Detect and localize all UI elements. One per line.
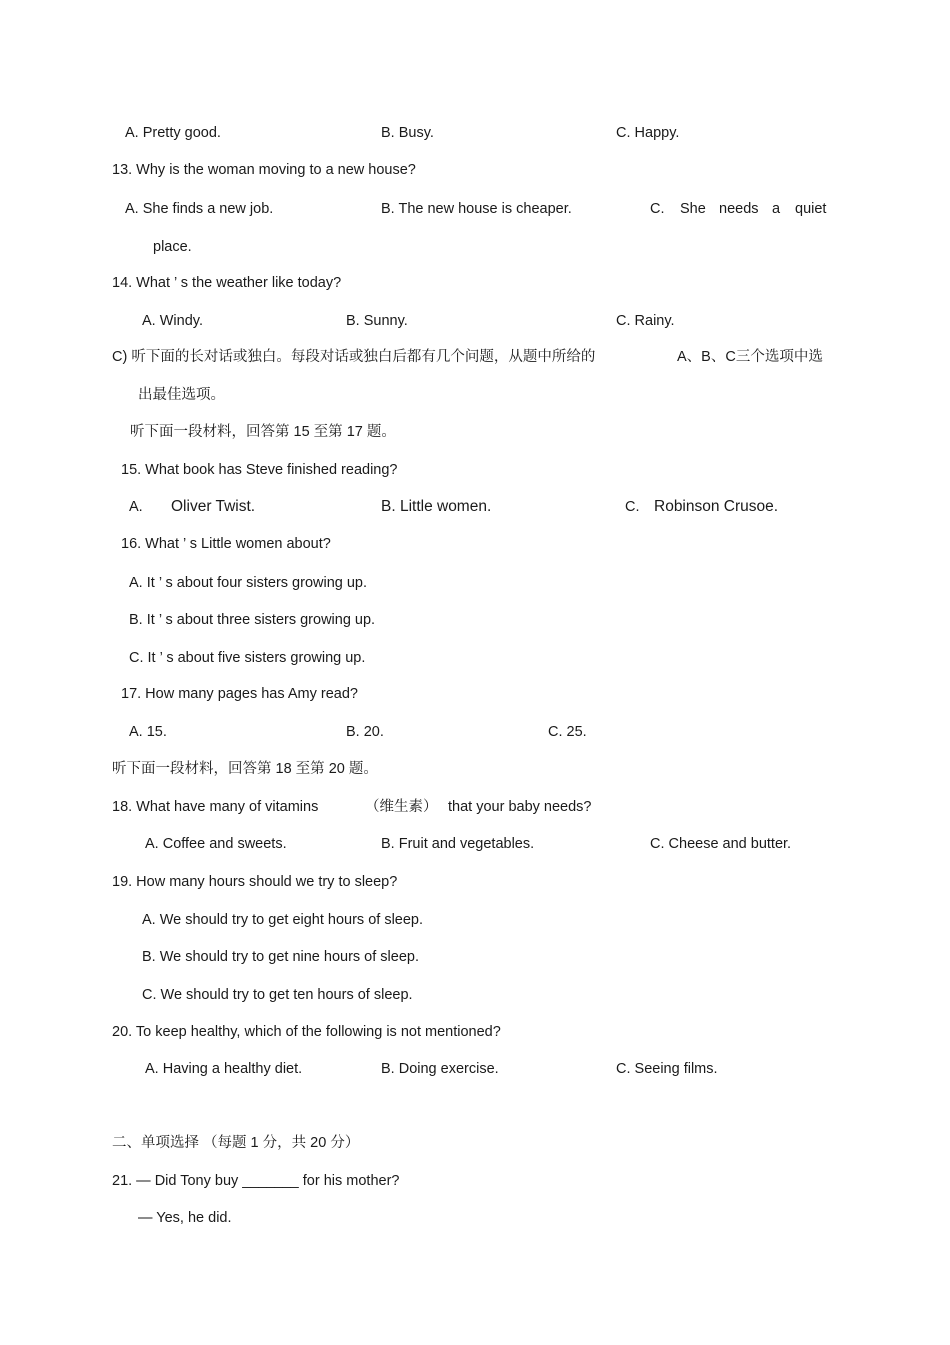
- group-intro: 听下面一段材料，回答第 18 至第 20 题。: [112, 761, 378, 777]
- option-c-label: C.: [625, 499, 640, 515]
- option-b: B. It ’ s about three sisters growing up.: [129, 612, 376, 628]
- option-a: A. She finds a new job.: [125, 201, 274, 217]
- option-c-word: a: [772, 201, 781, 217]
- option-c: C. Rainy.: [616, 313, 675, 329]
- option-a: A. We should try to get eight hours of sleep.: [142, 912, 424, 928]
- option-c: C. We should try to get ten hours of sleep.: [142, 987, 413, 1003]
- question-stem: 14. What ’ s the weather like today?: [112, 275, 342, 291]
- question-stem: 19. How many hours should we try to sleep?: [112, 874, 398, 890]
- option-c-word: quiet: [795, 201, 827, 217]
- option-b: B. 20.: [346, 724, 384, 740]
- question-stem: 17. How many pages has Amy read?: [121, 686, 358, 702]
- option-c: Robinson Crusoe.: [654, 498, 779, 515]
- option-a: A. It ’ s about four sisters growing up.: [129, 575, 368, 591]
- question-stem: 20. To keep healthy, which of the following is not mentioned?: [112, 1024, 501, 1040]
- option-c: C. 25.: [548, 724, 587, 740]
- option-b: B. We should try to get nine hours of sleep.: [142, 949, 420, 965]
- option-c: C. Seeing films.: [616, 1061, 718, 1077]
- question-stem-gloss: （维生素）: [365, 799, 438, 815]
- option-a-label: A.: [129, 499, 143, 515]
- option-b: B. Fruit and vegetables.: [381, 836, 535, 852]
- option-a: A. Having a healthy diet.: [145, 1061, 303, 1077]
- option-c: C. Cheese and butter.: [650, 836, 792, 852]
- section-title: 二、单项选择 （每题 1 分，共 20 分）: [112, 1135, 360, 1151]
- question-stem: 15. What book has Steve finished reading?: [121, 462, 398, 478]
- dialogue-reply: — Yes, he did.: [138, 1210, 232, 1226]
- option-a: A. Coffee and sweets.: [145, 836, 287, 852]
- instruction-line: 出最佳选项。: [138, 387, 225, 403]
- option-a: A. 15.: [129, 724, 167, 740]
- question-stem: 18. What have many of vitamins: [112, 799, 319, 815]
- option-a: A. Pretty good.: [125, 125, 221, 141]
- option-a: A. Windy.: [142, 313, 203, 329]
- option-b: B. Busy.: [381, 125, 434, 141]
- option-b: B. Sunny.: [346, 313, 408, 329]
- group-intro: 听下面一段材料，回答第 15 至第 17 题。: [130, 424, 396, 440]
- option-c: C. Happy.: [616, 125, 680, 141]
- question-stem: 13. Why is the woman moving to a new house?: [112, 162, 416, 178]
- option-c-continued: place.: [153, 239, 192, 255]
- option-a: Oliver Twist.: [171, 498, 256, 515]
- question-stem: 16. What ’ s Little women about?: [121, 536, 331, 552]
- option-b: B. Little women.: [381, 498, 492, 515]
- question-stem-end: that your baby needs?: [448, 799, 592, 815]
- option-c-word: She: [680, 201, 706, 217]
- option-b: B. Doing exercise.: [381, 1061, 499, 1077]
- instruction-line-end: A、B、C三个选项中选: [677, 349, 823, 365]
- option-c-label: C.: [650, 201, 665, 217]
- instruction-line: C) 听下面的长对话或独白。每段对话或独白后都有几个问题，从题中所给的: [112, 349, 596, 365]
- option-b: B. The new house is cheaper.: [381, 201, 572, 217]
- option-c: C. It ’ s about five sisters growing up.: [129, 650, 366, 666]
- option-c-word: needs: [719, 201, 759, 217]
- question-stem: 21. — Did Tony buy _______ for his mother?: [112, 1173, 400, 1189]
